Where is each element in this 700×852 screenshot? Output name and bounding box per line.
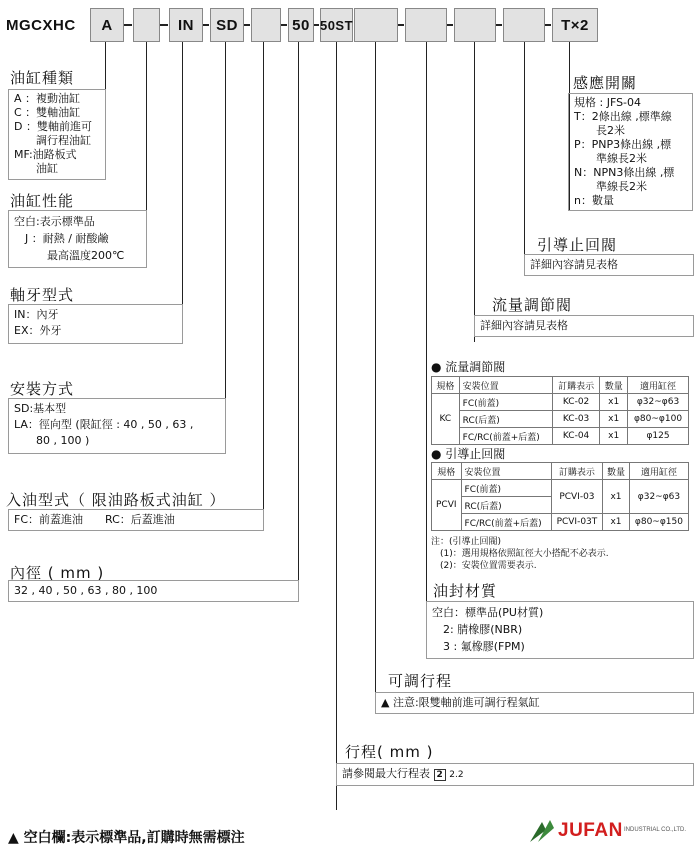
flow-valve-title: 流量調節閥: [492, 296, 573, 314]
stroke-ref-badge: 2: [434, 769, 446, 781]
code-seg-inlet: [251, 8, 281, 42]
code-seg-seal: [405, 8, 447, 42]
pilot-valve-box: 詳細內容請見表格: [524, 254, 694, 276]
stroke-title: 行程( mm ): [345, 743, 434, 761]
warning-icon: ▲: [8, 830, 19, 846]
table-notes: 注：(引導止回閥) (1)：選用規格依照缸徑大小搭配不必表示. (2)：安裝位置需要表示.: [431, 537, 609, 571]
mounting-box: SD:基本型 LA：徑向型 (限缸徑 : 40 , 50 , 63 , 80 , 100 ): [8, 398, 226, 454]
code-seg-flow: [454, 8, 496, 42]
flow-table: 規格 安裝位置 訂購表示 數量 適用缸徑 KC FC(前蓋) KC-02 x1 φ32~φ63 RC(后蓋) KC-03 x1 φ80~φ100 FC/RC(前蓋+后蓋) KC-04 x1 φ125: [431, 376, 689, 445]
pilot-table-heading: ● 引導止回閥: [431, 447, 506, 461]
mounting-title: 安裝方式: [10, 380, 75, 398]
pilot-valve-title: 引導止回閥: [537, 236, 618, 254]
code-seg-mount: SD: [210, 8, 244, 42]
cylinder-perf-box: 空白:表示標準品 J ：耐熱 / 耐酸鹼 最高溫度200℃: [8, 210, 147, 268]
stroke-box: 請參閱最大行程表 2 2.2: [336, 763, 694, 786]
footer-warning: ▲ 空白欄:表示標準品,訂購時無需標注: [8, 830, 245, 846]
code-prefix: MGCXHC: [6, 8, 88, 42]
bore-title: 內徑 ( mm ): [10, 564, 105, 582]
sensor-title: 感應開關: [573, 74, 638, 92]
inlet-title: 入油型式（ 限油路板式油缸 ）: [6, 491, 226, 509]
pilot-table: 規格 安裝位置 訂購表示 數量 適用缸徑 PCVI FC(前蓋) PCVI-03 x1 φ32~φ63 RC(后蓋) FC/RC(前蓋+后蓋) PCVI-03T x1 φ80~φ150: [431, 462, 689, 531]
code-seg-thread: IN: [169, 8, 203, 42]
code-seg-pilot: [503, 8, 545, 42]
code-seg-sensor: T×2: [552, 8, 598, 42]
seal-title: 油封材質: [433, 582, 498, 600]
code-seg-type: A: [90, 8, 124, 42]
inlet-box: FC：前蓋進油 RC：后蓋進油: [8, 509, 264, 531]
adjust-title: 可調行程: [388, 672, 453, 690]
cylinder-perf-title: 油缸性能: [10, 192, 75, 210]
flow-valve-box: 詳細內容請見表格: [474, 315, 694, 337]
flow-table-heading: ● 流量調節閥: [431, 360, 506, 374]
code-seg-perf: [133, 8, 160, 42]
code-seg-adjust: [354, 8, 398, 42]
logo-mark-icon: [528, 818, 558, 844]
bore-box: 32 , 40 , 50 , 63 , 80 , 100: [8, 580, 299, 602]
code-seg-stroke: 50ST: [320, 8, 353, 42]
warning-icon: ▲: [381, 696, 390, 709]
thread-title: 軸牙型式: [10, 286, 75, 304]
cylinder-type-box: A ：複動油缸 C ：雙軸油缸 D ：雙軸前進可 調行程油缸 MF:油路板式 油缸: [8, 89, 106, 180]
cylinder-type-title: 油缸種類: [10, 69, 75, 87]
code-seg-bore: 50: [288, 8, 314, 42]
brand-logo: JUFAN INDUSTRIAL CO.,LTD.: [528, 816, 696, 846]
sensor-box: 規格 : JFS-04 T：2條出線 ,標準線 長2米 P：PNP3條出線 ,標 準線長2米 N：NPN3條出線 ,標 準線長2米 n：數量: [568, 93, 693, 211]
thread-box: IN：內牙 EX：外牙: [8, 304, 183, 344]
adjust-box: ▲ 注意:限雙軸前進可調行程氣缸: [375, 692, 694, 714]
seal-box: 空白：標準品(PU材質) 2: 腈橡膠(NBR) 3 : 氟橡膠(FPM): [426, 601, 694, 659]
